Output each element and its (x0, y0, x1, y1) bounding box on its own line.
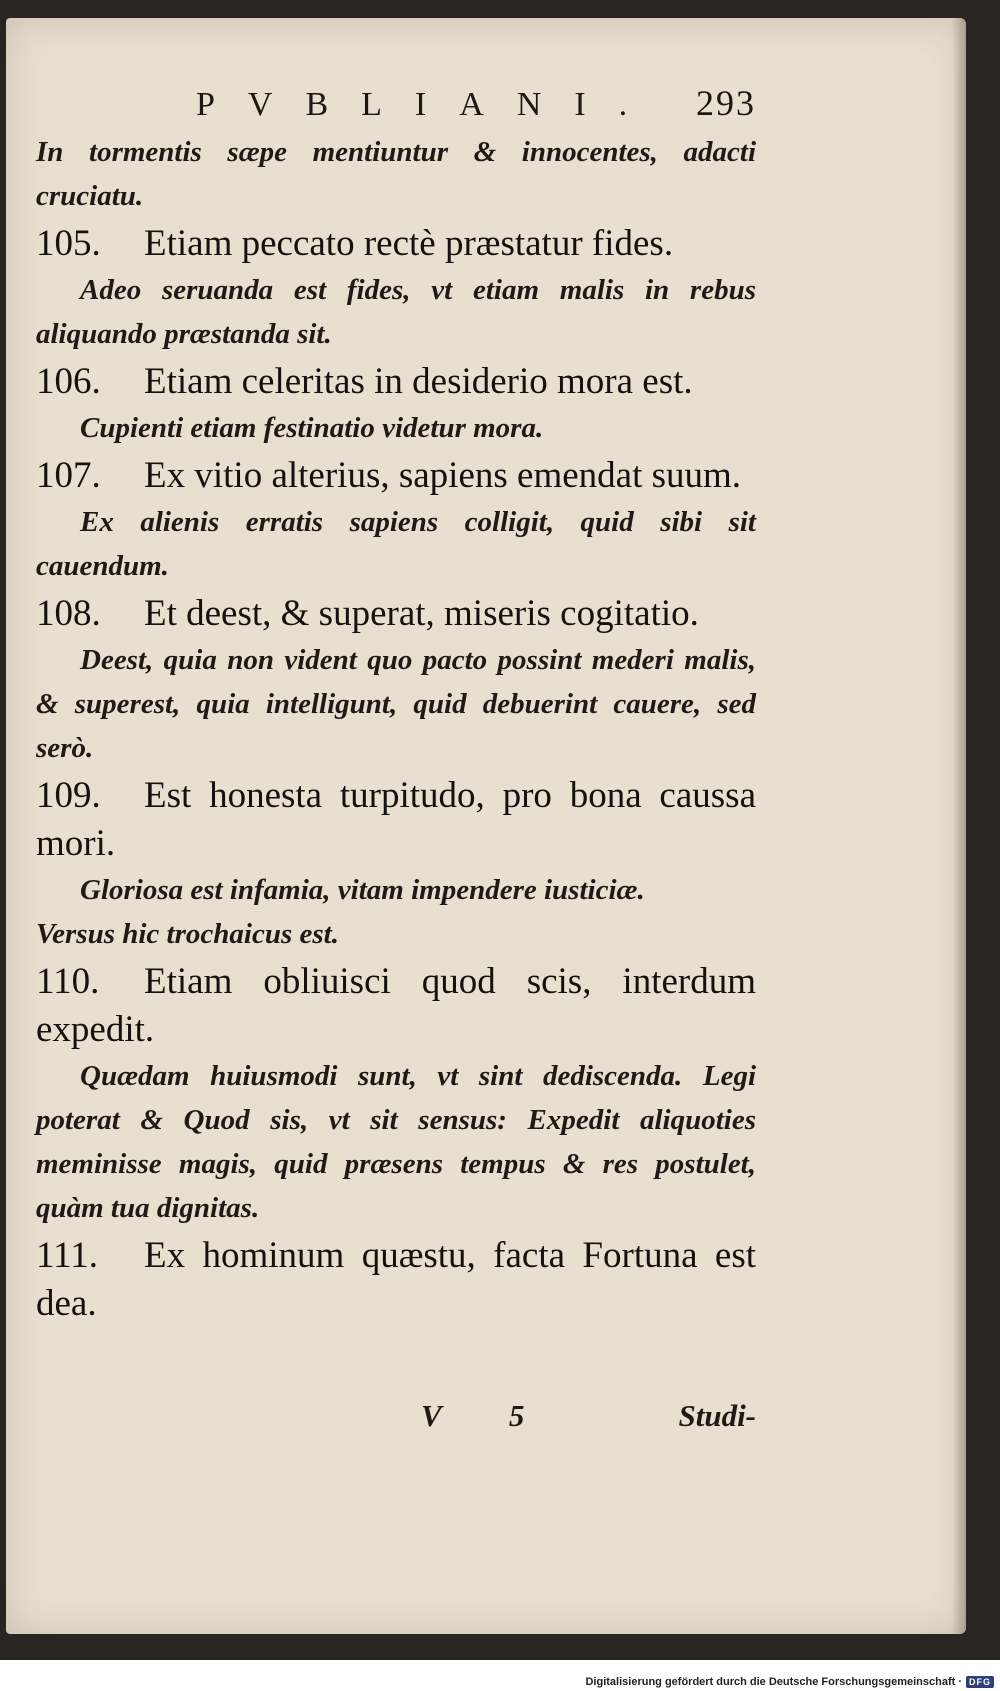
signature-mark: V 5 (421, 1398, 555, 1433)
maxim-number: 105. (36, 223, 101, 264)
digitization-credit (0, 1672, 1000, 1691)
catchword: Studi- (678, 1398, 756, 1433)
page-number: 293 (696, 83, 756, 123)
commentary-gloss: Versus hic trochaicus est. (36, 918, 339, 950)
commentary-gloss: Deest, quia non vident quo pacto possint mederi malis, & superest, quia intelligunt, quid debuerint cauere, sed serò. (36, 644, 756, 764)
maxim-entry (36, 220, 756, 268)
commentary-gloss: Ex alienis erratis sapiens colligit, quid sibi sit cauendum. (36, 506, 756, 582)
maxim-entry (36, 958, 756, 1054)
maxim-number: 108. (36, 593, 101, 634)
commentary-gloss: Cupienti etiam festinatio videtur mora. (80, 412, 544, 444)
book-page (6, 18, 966, 1634)
commentary-gloss: Quædam huiusmodi sunt, vt sint dediscenda. Legi poterat & Quod sis, vt sit sensus: Expedit aliquoties meminisse magis, quid præsens tempus & res postulet, quàm tua dignitas. (36, 1060, 756, 1224)
commentary-gloss: Gloriosa est infamia, vitam impendere iusticiæ. (80, 874, 645, 906)
maxim-number: 109. (36, 775, 101, 816)
maxim-text: Etiam celeritas in desiderio mora est. (144, 361, 693, 402)
maxim-entry (36, 452, 756, 500)
dfg-logo-icon: DFG (966, 1676, 994, 1688)
maxim-entry (36, 358, 756, 406)
maxim-text: Et deest, & superat, miseris cogitatio. (144, 593, 699, 634)
maxim-entry (36, 1232, 756, 1328)
maxim-text: Etiam peccato rectè præstatur fides. (144, 223, 674, 264)
maxim-number: 110. (36, 961, 100, 1002)
maxim-number: 106. (36, 361, 101, 402)
commentary-gloss: Adeo seruanda est fides, vt etiam malis in rebus aliquando præstanda sit. (36, 274, 756, 350)
maxim-text: Etiam obliuisci quod scis, interdum expedit. (36, 961, 756, 1050)
maxim-text: Ex hominum quæstu, facta Fortuna est dea. (36, 1235, 756, 1324)
maxim-text: Ex vitio alterius, sapiens emendat suum. (144, 455, 742, 496)
maxim-entry (36, 590, 756, 638)
credit-text: Digitalisierung gefördert durch die Deutsche Forschungsgemeinschaft · (585, 1675, 962, 1688)
running-header (196, 82, 756, 124)
page-footer (36, 1398, 756, 1448)
maxim-number: 111. (36, 1235, 99, 1276)
maxim-text: Est honesta turpitudo, pro bona caussa mori. (36, 775, 756, 864)
maxim-entry (36, 772, 756, 868)
running-title: PVBLIANI. (196, 86, 661, 123)
text-body (36, 130, 756, 1328)
page-edge-shadow (952, 18, 966, 1634)
commentary-gloss: In tormentis sæpe mentiuntur & innocentes, adacti cruciatu. (36, 136, 756, 212)
maxim-number: 107. (36, 455, 101, 496)
